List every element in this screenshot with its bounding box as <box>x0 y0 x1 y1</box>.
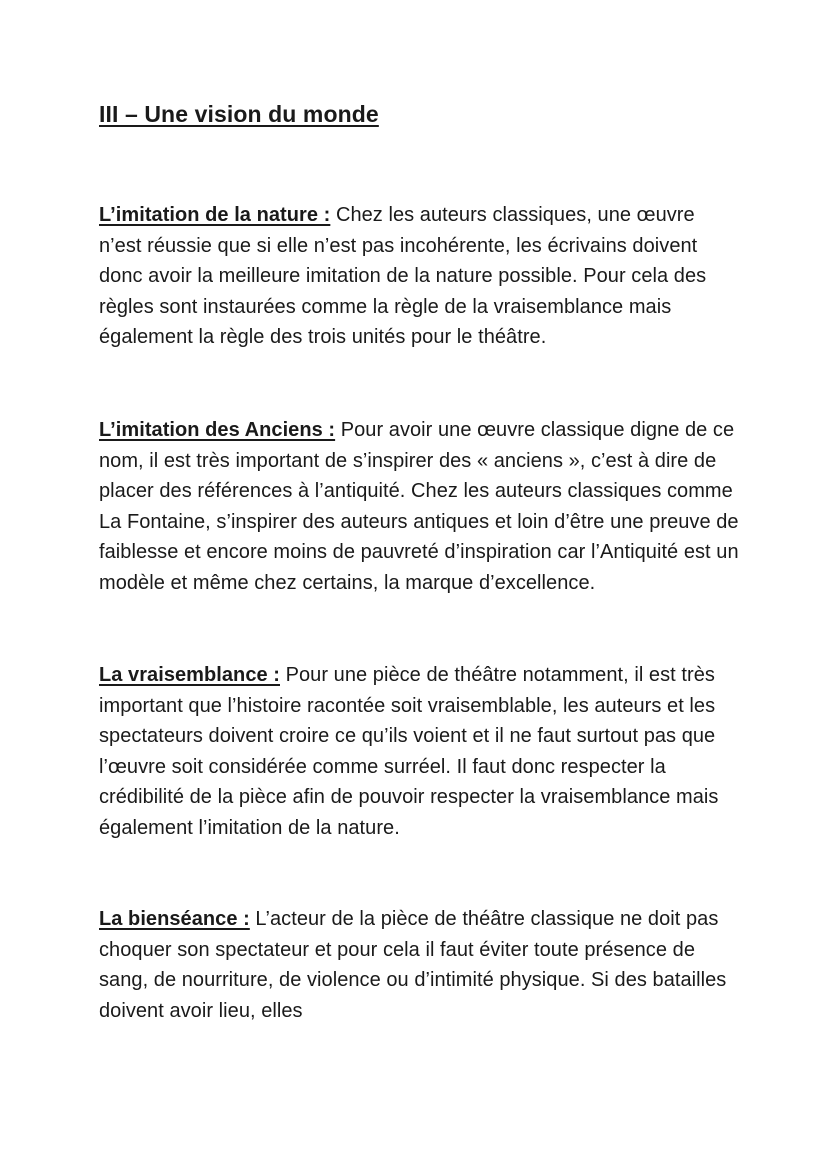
paragraph-text: Pour avoir une œuvre classique digne de ce nom, il est très important de s’inspirer des « anciens », c’est à dire de placer des références à l’antiquité. Chez les auteurs classiques comme La Fontaine, s’inspirer des auteurs antiques et loin d’être une preuve de faiblesse et encore moins de pauvreté d’inspiration car l’Antiquité est un modèle et même chez certains, la marque d’excellence. <box>99 419 739 594</box>
term-vraisemblance: La vraisemblance : <box>99 664 280 686</box>
section-heading: III – Une vision du monde <box>99 101 379 127</box>
paragraph-vraisemblance <box>99 660 739 844</box>
term-bienseance: La bienséance : <box>99 908 250 930</box>
paragraph-imitation-nature <box>99 200 739 353</box>
paragraph-imitation-anciens <box>99 415 739 599</box>
paragraph-text: Pour une pièce de théâtre notamment, il est très important que l’histoire racontée soit vraisemblable, les auteurs et les spectateurs doivent croire ce qu’ils voient et il ne faut surtout pas que l’œuvre soit considérée comme surréel. Il faut donc respecter la crédibilité de la pièce afin de pouvoir respecter la vraisemblance mais également l’imitation de la nature. <box>99 664 719 839</box>
term-imitation-anciens: L’imitation des Anciens : <box>99 419 336 441</box>
paragraph-text: L’acteur de la pièce de théâtre classique ne doit pas choquer son spectateur et pour cela il faut éviter toute présence de sang, de nourriture, de violence ou d’intimité physique. Si des batailles doivent avoir lieu, elles <box>99 908 727 1022</box>
paragraph-text: Chez les auteurs classiques, une œuvre n’est réussie que si elle n’est pas incohérente, les écrivains doivent donc avoir la meilleure imitation de la nature possible. Pour cela des règles sont instaurées comme la règle de la vraisemblance mais également la règle des trois unités pour le théâtre. <box>99 204 707 349</box>
term-imitation-nature: L’imitation de la nature : <box>99 204 331 226</box>
paragraph-bienseance <box>99 904 739 1026</box>
